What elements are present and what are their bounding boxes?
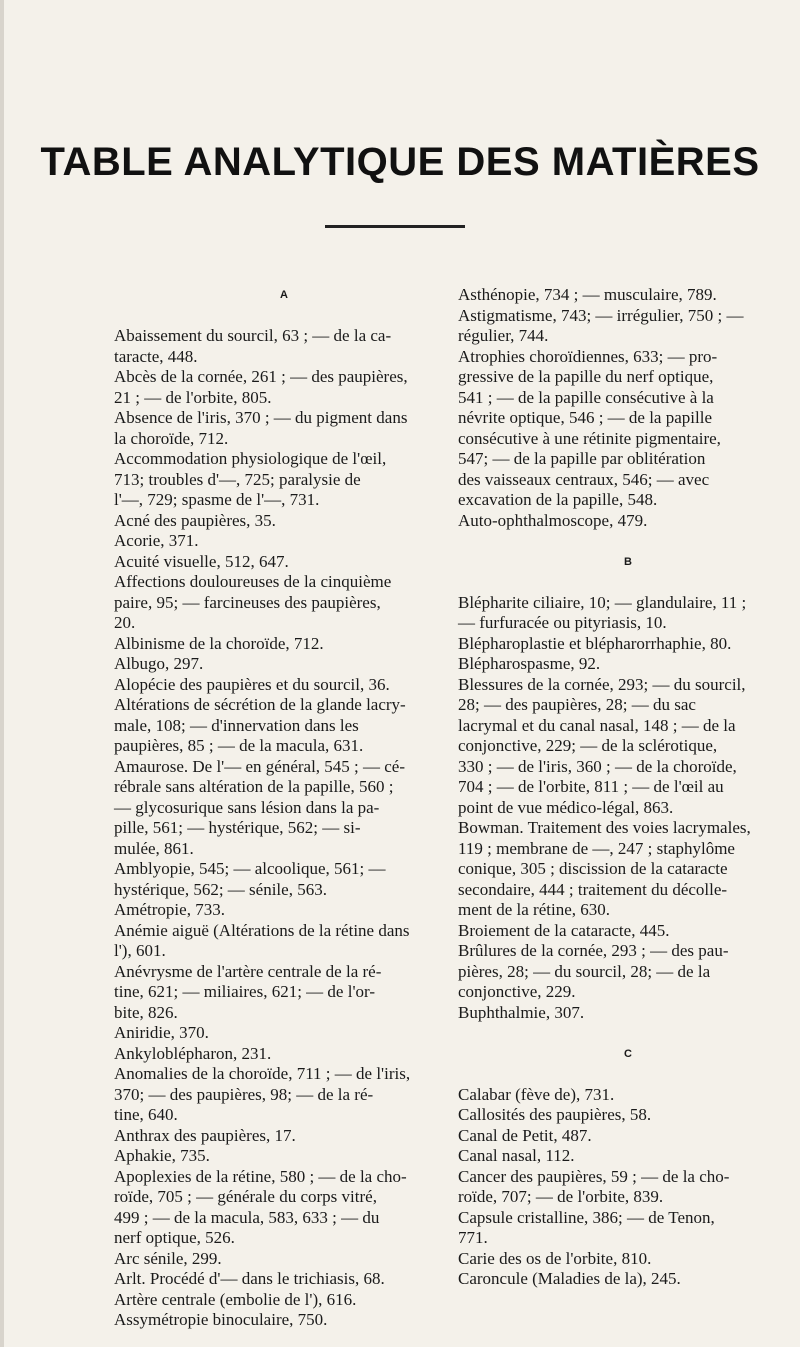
entry-line: Auto-ophthalmoscope, 479.: [458, 510, 648, 530]
entry-line: Assymétropie binoculaire, 750.: [114, 1310, 328, 1329]
entry-line: consécutive à une rétinite pigmentaire,: [458, 428, 721, 448]
entry-line: Brûlures de la cornée, 293 ; — des pau-: [458, 941, 729, 960]
entry-line: rébrale sans altération de la papille, 560 ;: [114, 777, 394, 796]
index-entry: [458, 634, 798, 655]
entry-line: Anomalies de la choroïde, 711 ; — de l'iris,: [114, 1064, 411, 1083]
index-entry: [114, 1044, 454, 1065]
entry-line: Albinisme de la choroïde, 712.: [114, 633, 324, 653]
entry-line: — glycosurique sans lésion dans la pa-: [114, 797, 380, 817]
index-entry: [114, 1269, 454, 1290]
entry-line: roïde, 705 ; — générale du corps vitré,: [114, 1187, 377, 1206]
entry-line: 771.: [458, 1228, 488, 1247]
entry-line: pille, 561; — hystérique, 562; — si-: [114, 818, 361, 837]
spacer: [458, 572, 798, 593]
entry-line: Altérations de sécrétion de la glande lacry-: [114, 695, 406, 714]
index-entry: [114, 1126, 454, 1147]
entry-line: des vaisseaux centraux, 546; — avec: [458, 469, 710, 489]
entry-line: l'—, 729; spasme de l'—, 731.: [114, 490, 320, 509]
index-entry: [114, 367, 454, 408]
entry-line: Artère centrale (embolie de l'), 616.: [114, 1289, 357, 1309]
index-entry: [114, 1249, 454, 1270]
entry-line: 713; troubles d'—, 725; paralysie de: [114, 469, 361, 489]
entry-line: Capsule cristalline, 386; — de Tenon,: [458, 1207, 715, 1227]
index-entry: [114, 634, 454, 655]
entry-line: Carie des os de l'orbite, 810.: [458, 1248, 652, 1268]
entry-line: Blessures de la cornée, 293; — du sourcil,: [458, 674, 746, 694]
entry-line: Canal de Petit, 487.: [458, 1125, 592, 1145]
index-entry: [114, 1290, 454, 1311]
entry-line: Bowman. Traitement des voies lacrymales,: [458, 818, 751, 837]
entry-line: l'), 601.: [114, 941, 166, 960]
entry-line: conjonctive, 229; — de la sclérotique,: [458, 736, 718, 755]
section-letter: C: [624, 1047, 632, 1060]
index-entry: [458, 347, 798, 511]
index-entry: [458, 1146, 798, 1167]
index-entry: [458, 285, 798, 306]
index-entry: [458, 1105, 798, 1126]
entry-line: Abcès de la cornée, 261 ; — des paupières,: [114, 367, 408, 386]
entry-line: roïde, 707; — de l'orbite, 839.: [458, 1187, 664, 1206]
entry-line: Anévrysme de l'artère centrale de la ré-: [114, 961, 382, 981]
entry-line: Aphakie, 735.: [114, 1146, 210, 1165]
entry-line: secondaire, 444 ; traitement du décolle-: [458, 879, 728, 899]
entry-line: 541 ; — de la papille consécutive à la: [458, 387, 714, 407]
section-letter: B: [624, 555, 632, 568]
entry-line: taracte, 448.: [114, 346, 198, 366]
spacer: [114, 306, 454, 327]
entry-line: pières, 28; — du sourcil, 28; — de la: [458, 961, 711, 981]
entry-line: Asthénopie, 734 ; — musculaire, 789.: [458, 285, 717, 304]
index-entry: [114, 900, 454, 921]
index-entry: [114, 511, 454, 532]
entry-line: Affections douloureuses de la cinquième: [114, 572, 392, 591]
index-entry: [458, 1269, 798, 1290]
entry-line: Caroncule (Maladies de la), 245.: [458, 1269, 681, 1288]
entry-line: Aniridie, 370.: [114, 1023, 209, 1042]
entry-line: 20.: [114, 613, 136, 632]
entry-line: Accommodation physiologique de l'œil,: [114, 449, 387, 468]
entry-line: Alopécie des paupières et du sourcil, 36.: [114, 674, 390, 694]
index-entry: [458, 593, 798, 634]
index-entry: [114, 921, 454, 962]
entry-line: Amaurose. De l'— en général, 545 ; — cé-: [114, 756, 406, 776]
entry-line: Canal nasal, 112.: [458, 1146, 575, 1165]
entry-line: Astigmatisme, 743; — irrégulier, 750 ; —: [458, 305, 744, 325]
index-entry: [114, 1146, 454, 1167]
entry-line: bite, 826.: [114, 1002, 178, 1022]
entry-line: — furfuracée ou pityriasis, 10.: [458, 613, 667, 632]
entry-line: nerf optique, 526.: [114, 1228, 235, 1247]
entry-line: point de vue médico-légal, 863.: [458, 797, 674, 817]
entry-line: 28; — des paupières, 28; — du sac: [458, 695, 696, 714]
entry-line: Broiement de la cataracte, 445.: [458, 920, 670, 940]
entry-line: Atrophies choroïdiennes, 633; — pro-: [458, 346, 718, 366]
entry-line: Buphthalmie, 307.: [458, 1002, 585, 1022]
index-entry: [114, 1310, 454, 1331]
index-entry: [458, 1003, 798, 1024]
entry-line: 547; — de la papille par oblitération: [458, 449, 706, 468]
entry-line: Acuité visuelle, 512, 647.: [114, 551, 289, 571]
index-entry: [114, 531, 454, 552]
index-entry: [458, 675, 798, 819]
page-title: TABLE ANALYTIQUE DES MATIÈRES: [40, 140, 760, 184]
entry-line: tine, 640.: [114, 1105, 178, 1124]
entry-line: Arlt. Procédé d'— dans le trichiasis, 68.: [114, 1269, 385, 1288]
index-entry: [114, 654, 454, 675]
entry-line: Blépharoplastie et blépharorrhaphie, 80.: [458, 633, 732, 653]
entry-line: paire, 95; — farcineuses des paupières,: [114, 592, 381, 612]
index-entry: [114, 1064, 454, 1126]
index-entry: [458, 306, 798, 347]
entry-line: paupières, 85 ; — de la macula, 631.: [114, 736, 364, 755]
entry-line: 704 ; — de l'orbite, 811 ; — de l'œil au: [458, 777, 724, 796]
index-entry: [114, 326, 454, 367]
index-entry: [458, 511, 798, 532]
index-entry: [114, 859, 454, 900]
entry-line: gressive de la papille du nerf optique,: [458, 367, 714, 386]
entry-line: conjonctive, 229.: [458, 982, 576, 1001]
index-entry: [114, 1023, 454, 1044]
entry-line: ment de la rétine, 630.: [458, 900, 611, 919]
index-entry: [458, 1249, 798, 1270]
index-entry: [458, 1126, 798, 1147]
left-column: [114, 285, 454, 1331]
page-edge: [0, 0, 4, 1347]
right-column: [458, 285, 798, 1290]
entry-line: Apoplexies de la rétine, 580 ; — de la cho-: [114, 1166, 407, 1186]
index-entry: [114, 695, 454, 757]
entry-line: névrite optique, 546 ; — de la papille: [458, 408, 712, 427]
entry-line: Anthrax des paupières, 17.: [114, 1125, 296, 1145]
index-entry: [114, 1167, 454, 1249]
index-entry: [114, 572, 454, 634]
title-rule: [325, 225, 465, 228]
entry-line: Calabar (fève de), 731.: [458, 1084, 615, 1104]
index-entry: [114, 408, 454, 449]
index-entry: [114, 757, 454, 860]
entry-line: male, 108; — d'innervation dans les: [114, 715, 359, 735]
entry-line: lacrymal et du canal nasal, 148 ; — de la: [458, 715, 736, 735]
index-entry: [458, 654, 798, 675]
entry-line: 370; — des paupières, 98; — de la ré-: [114, 1084, 374, 1104]
index-entry: [458, 941, 798, 1003]
index-entry: [458, 818, 798, 921]
entry-line: Arc sénile, 299.: [114, 1248, 222, 1268]
entry-line: Ankyloblépharon, 231.: [114, 1043, 272, 1063]
entry-line: Blépharospasme, 92.: [458, 654, 601, 673]
index-entry: [114, 449, 454, 511]
entry-line: Blépharite ciliaire, 10; — glandulaire, 11 ;: [458, 592, 747, 612]
index-entry: [114, 552, 454, 573]
index-entry: [458, 1085, 798, 1106]
entry-line: Anémie aiguë (Altérations de la rétine dans: [114, 920, 410, 940]
entry-line: régulier, 744.: [458, 326, 549, 345]
index-entry: [458, 1208, 798, 1249]
index-entry: [114, 675, 454, 696]
index-entry: [114, 962, 454, 1024]
spacer: [458, 1064, 798, 1085]
entry-line: Amétropie, 733.: [114, 900, 225, 919]
spacer: [458, 1023, 798, 1044]
entry-line: hystérique, 562; — sénile, 563.: [114, 879, 327, 899]
index-entry: [458, 1167, 798, 1208]
section-letter: A: [280, 289, 288, 301]
entry-line: 21 ; — de l'orbite, 805.: [114, 387, 272, 407]
entry-line: Amblyopie, 545; — alcoolique, 561; —: [114, 859, 386, 878]
entry-line: tine, 621; — miliaires, 621; — de l'or-: [114, 982, 375, 1001]
entry-line: 499 ; — de la macula, 583, 633 ; — du: [114, 1207, 380, 1227]
entry-line: la choroïde, 712.: [114, 428, 229, 448]
entry-line: Callosités des paupières, 58.: [458, 1105, 652, 1124]
entry-line: Acorie, 371.: [114, 531, 199, 550]
index-entry: [458, 921, 798, 942]
entry-line: excavation de la papille, 548.: [458, 490, 658, 509]
entry-line: Acné des paupières, 35.: [114, 510, 276, 530]
entry-line: Absence de l'iris, 370 ; — du pigment dans: [114, 408, 408, 427]
spacer: [458, 531, 798, 552]
entry-line: Cancer des paupières, 59 ; — de la cho-: [458, 1166, 730, 1186]
entry-line: mulée, 861.: [114, 838, 194, 858]
entry-line: 119 ; membrane de —, 247 ; staphylôme: [458, 838, 735, 858]
entry-line: conique, 305 ; discission de la cataracte: [458, 859, 728, 878]
entry-line: Albugo, 297.: [114, 654, 204, 673]
entry-line: Abaissement du sourcil, 63 ; — de la ca-: [114, 326, 392, 345]
entry-line: 330 ; — de l'iris, 360 ; — de la choroïde,: [458, 756, 737, 776]
